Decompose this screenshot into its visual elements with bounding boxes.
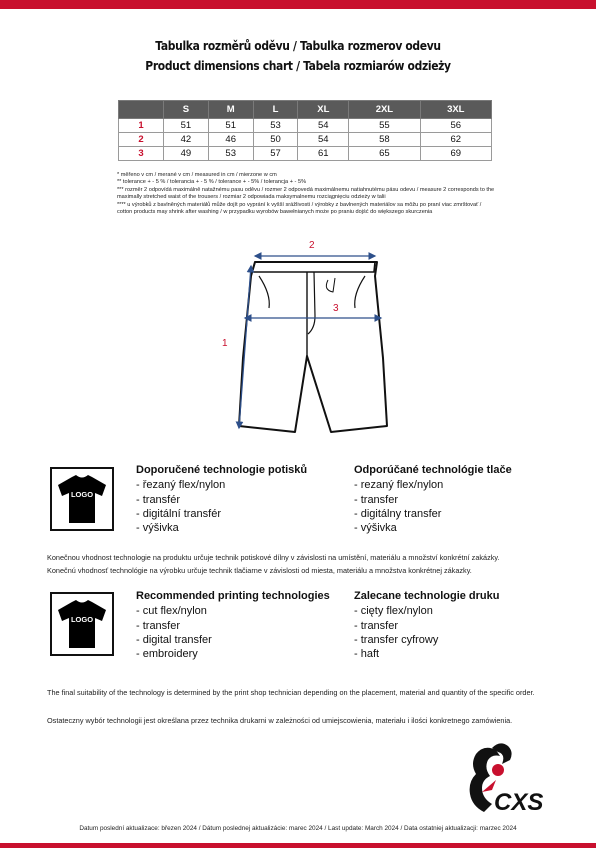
title-line-2: Product dimensions chart / Tabela rozmiarów odzieży (145, 58, 451, 73)
table-cell: 58 (349, 133, 420, 147)
footer-last-update: Datum poslední aktualizace: březen 2024 / Dátum poslednej aktualizácie: marec 2024 / Last update: March 2024 / Data ostatniej aktualizacji: marzec 2024 (79, 825, 517, 832)
list-item: - výšivka (136, 522, 179, 535)
size-table-header-row (119, 101, 492, 119)
row-label: 3 (119, 147, 164, 161)
table-row (119, 147, 492, 161)
cxs-logo-text: CXS (494, 789, 544, 816)
note-line: * měřeno v cm / merané v cm / measured in cm / mierzone w cm (117, 172, 277, 178)
list-item: - digital transfer (136, 633, 212, 646)
note-line: **** u výrobků z bavlněných materiálů může dojít po vyprání k vyšší srážlivosti / výrobky z bavlnených materiálov sa môžu po praní viac zmrštovať / cotton products may shrink after washing / w przypadku wyrobów bawełnianych może po praniu dojść do większego skurczenia (117, 201, 482, 216)
size-header: XL (298, 101, 349, 119)
table-cell: 53 (253, 119, 298, 133)
size-table (118, 100, 492, 161)
table-cell: 55 (349, 119, 420, 133)
technologies-heading: Doporučené technologie potisků (136, 464, 308, 476)
table-cell: 49 (164, 147, 209, 161)
table-row (119, 133, 492, 147)
table-cell: 54 (298, 133, 349, 147)
tshirt-icon (50, 467, 114, 531)
list-item: - rezaný flex/nylon (354, 479, 444, 492)
list-item: - řezaný flex/nylon (136, 479, 226, 492)
list-item: - cięty flex/nylon (354, 605, 433, 618)
table-cell: 65 (349, 147, 420, 161)
technologies-cz (136, 463, 307, 535)
size-header: 2XL (349, 101, 420, 119)
list-item: - transfer (354, 619, 399, 632)
list-item: - transfer cyfrowy (354, 633, 439, 646)
list-item: - digitální transfér (136, 507, 221, 520)
list-item: - transfer (136, 619, 181, 632)
table-cell: 54 (298, 119, 349, 133)
measurement-notes (117, 172, 495, 216)
table-cell: 56 (420, 119, 491, 133)
table-cell: 50 (253, 133, 298, 147)
table-cell: 61 (298, 147, 349, 161)
tshirt-icon (50, 592, 114, 656)
table-cell: 62 (420, 133, 491, 147)
suitability-note-sk: Konečnú vhodnosť technológie na výrobku určuje technik tlačiarne v závislosti od miesta, materiálu a množstva konkrétnej zákazky. (47, 566, 472, 575)
row-label: 1 (119, 119, 164, 133)
table-cell: 69 (420, 147, 491, 161)
size-header: S (164, 101, 209, 119)
table-cell: 53 (208, 147, 253, 161)
top-accent-bar (0, 0, 596, 9)
list-item: - transfer (354, 493, 399, 506)
size-header: L (253, 101, 298, 119)
size-table-corner (119, 101, 164, 119)
list-item: - digitálny transfer (354, 507, 442, 520)
suitability-note-pl: Ostateczny wybór technologii jest określana przez technika drukarni w zależności od umiejscowienia, materiału i ilości konkretnego zamówienia. (47, 716, 513, 725)
title-line-1: Tabulka rozměrů oděvu / Tabulka rozmerov odevu (155, 38, 441, 53)
shorts-diagram (215, 238, 390, 438)
table-cell: 46 (208, 133, 253, 147)
list-item: - cut flex/nylon (136, 605, 207, 618)
shorts-outline (239, 262, 387, 432)
logo-placeholder-label: LOGO (70, 490, 94, 499)
table-cell: 51 (164, 119, 209, 133)
technologies-en (136, 589, 330, 661)
table-row (119, 119, 492, 133)
size-header: M (208, 101, 253, 119)
table-cell: 57 (253, 147, 298, 161)
logo-placeholder-label: LOGO (70, 615, 94, 624)
list-item: - transfér (136, 493, 181, 506)
cxs-logo (462, 740, 570, 820)
length-label: 1 (222, 338, 228, 349)
hip-label: 3 (333, 303, 339, 314)
list-item: - haft (354, 648, 380, 661)
table-cell: 42 (164, 133, 209, 147)
technologies-sk (354, 463, 512, 535)
table-cell: 51 (208, 119, 253, 133)
technologies-pl (354, 589, 499, 661)
list-item: - embroidery (136, 648, 198, 661)
waist-label: 2 (309, 240, 315, 251)
note-line: ** tolerance + - 5 % / tolerancia + - 5 % / tolerance + - 5% / tolerancja + - 5% (117, 179, 307, 186)
technologies-heading: Zalecane technologie druku (354, 590, 500, 602)
row-label: 2 (119, 133, 164, 147)
suitability-note-en: The final suitability of the technology is determined by the print shop technician depending on the placement, material and quantity of the specific order. (47, 688, 535, 697)
list-item: - výšivka (354, 522, 397, 535)
bottom-accent-bar (0, 843, 596, 848)
note-line: *** rozměr 2 odpovídá maximálně natažnému pasu oděvu / rozmer 2 odpovedá maximálnemu natiahnutému pásu odevu / measure 2 corresponds to the maximally stretched waist of the trousers / rozmiar 2 odpowiada maksymalnemu rozciągnięciu odzieży w talii (117, 186, 495, 201)
technologies-heading: Odporúčané technológie tlače (354, 464, 512, 476)
technologies-heading: Recommended printing technologies (136, 590, 330, 602)
suitability-note-cz: Konečnou vhodnost technologie na produktu určuje technik potiskové dílny v závislosti na umístění, materiálu a množství konkrétní zakázky. (47, 553, 500, 562)
size-header: 3XL (420, 101, 491, 119)
